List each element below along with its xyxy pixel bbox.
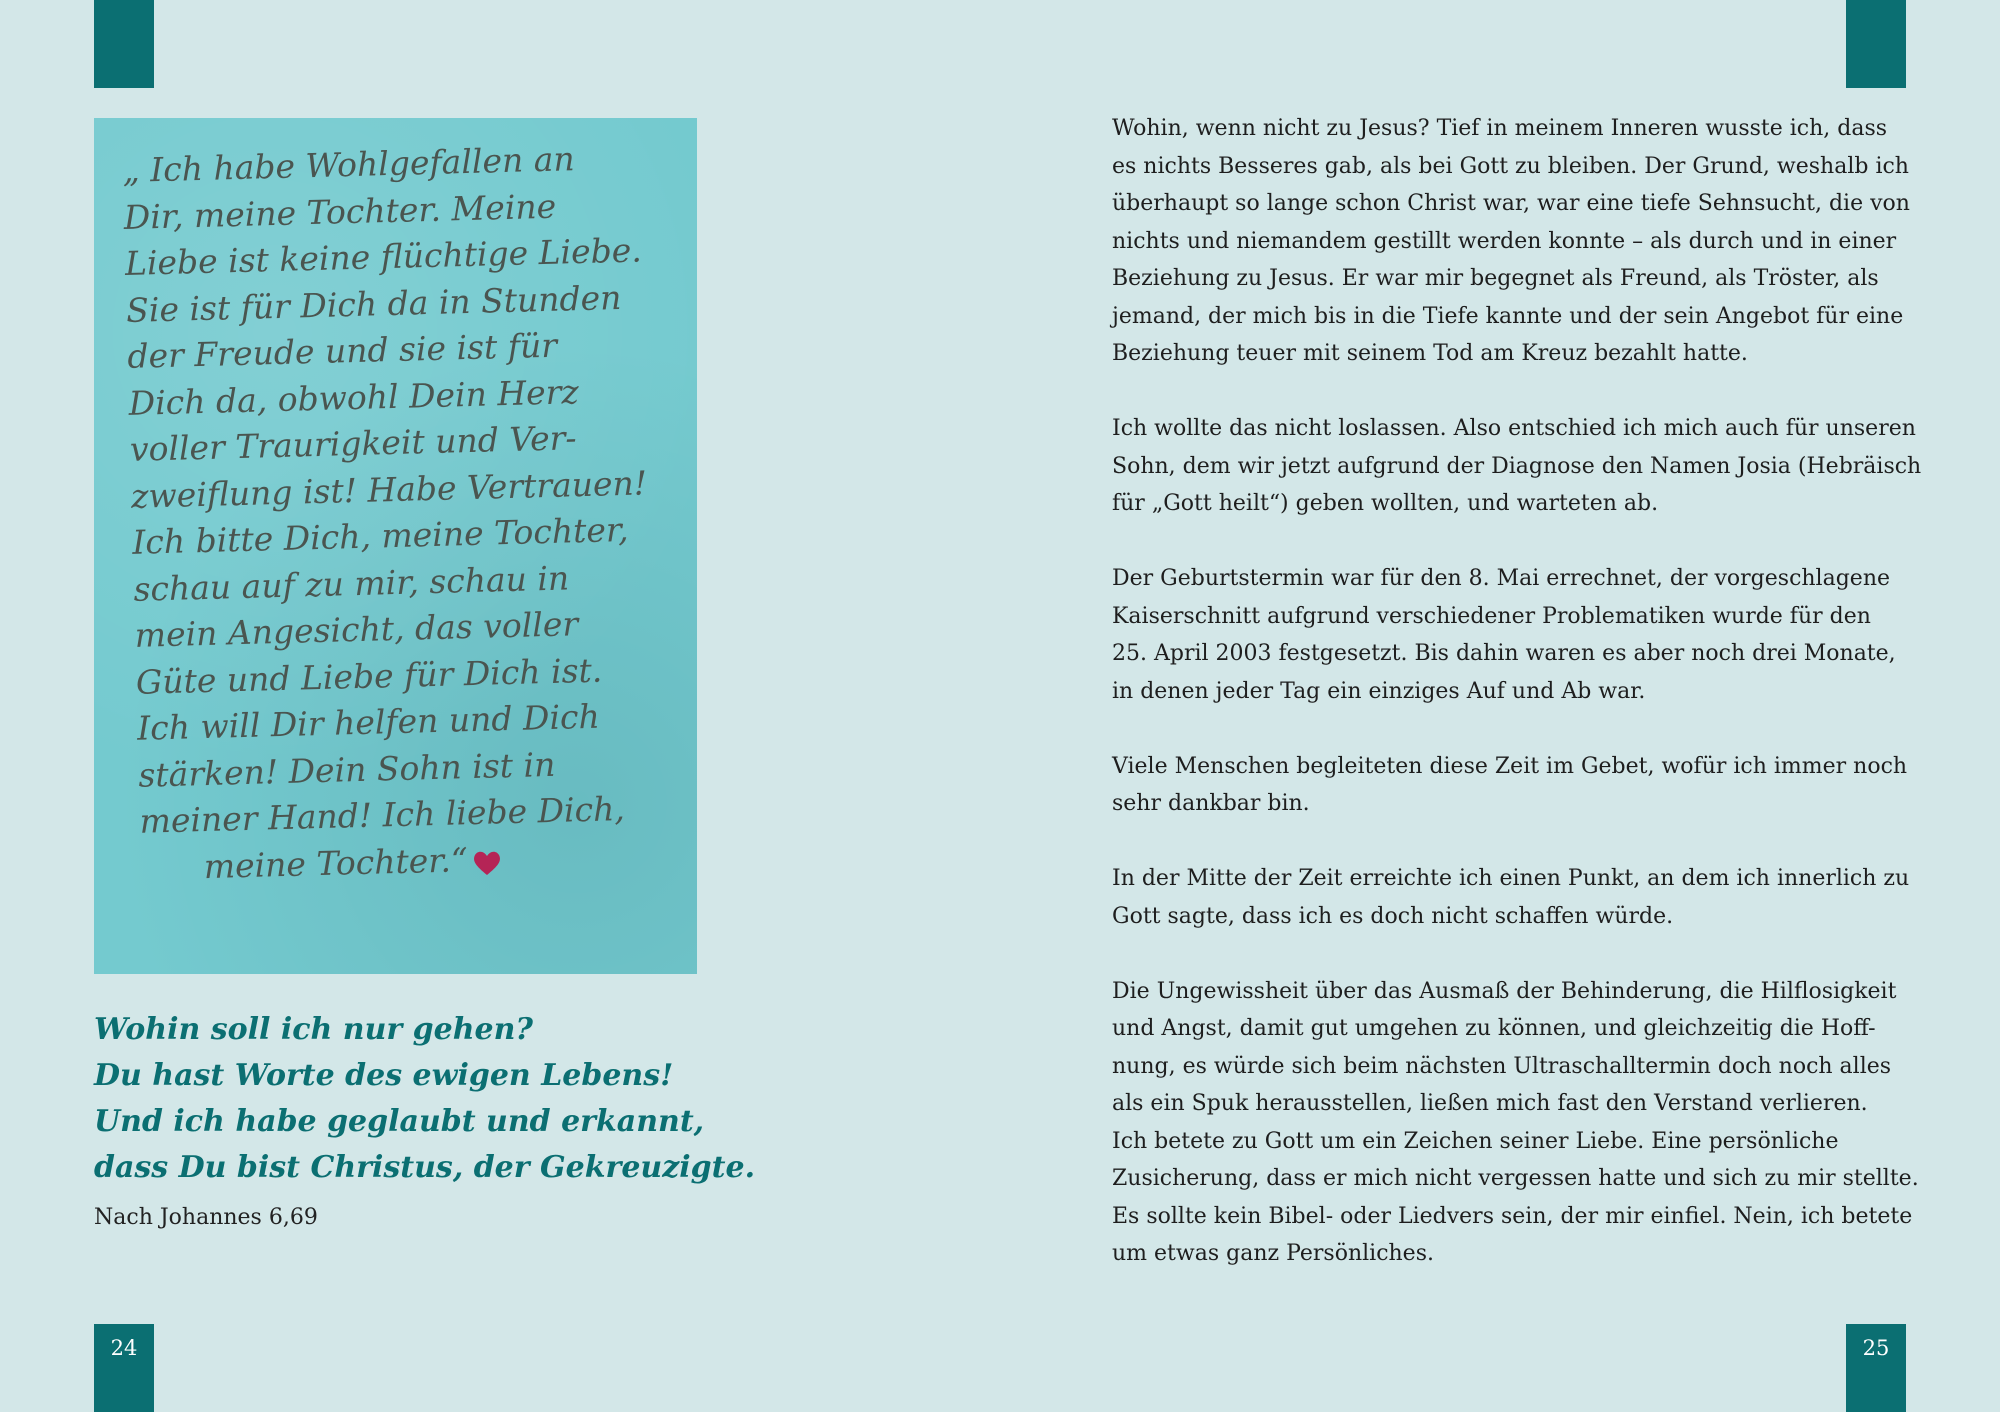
paragraph-line: überhaupt so lange schon Christ war, war eine tiefe Sehnsucht, die von bbox=[1112, 191, 1910, 216]
paragraph-line: Kaiserschnitt aufgrund verschiedener Problematiken wurde für den bbox=[1112, 603, 1871, 629]
paragraph bbox=[1112, 560, 1912, 710]
paragraph-line: In der Mitte der Zeit erreichte ich einen Punkt, an dem ich innerlich zu bbox=[1112, 866, 1910, 891]
paragraph bbox=[1112, 410, 1922, 523]
paragraph-line: als ein Spuk herausstellen, ließen mich fast den Verstand verlieren. bbox=[1112, 1091, 1868, 1116]
paragraph bbox=[1112, 748, 1912, 823]
paragraph-line: Der Geburtstermin war für den 8. Mai errechnet, der vorgeschlagene bbox=[1112, 566, 1891, 591]
quote-line: Du hast Worte des ewigen Lebens! bbox=[94, 1058, 674, 1093]
paragraph bbox=[1112, 110, 1912, 373]
paragraph-line: für „Gott heilt“) geben wollten, und warteten ab. bbox=[1112, 491, 1659, 516]
paragraph-line: Beziehung zu Jesus. Er war mir begegnet als Freund, als Tröster, als bbox=[1112, 266, 1879, 291]
paragraph-line: Zusicherung, dass er mich nicht vergessen hatte und sich zu mir stellte. bbox=[1112, 1166, 1919, 1191]
paragraph-line: Ich betete zu Gott um ein Zeichen seiner Liebe. Eine persönliche bbox=[1112, 1128, 1839, 1154]
paragraph-line: nichts und niemandem gestillt werden konnte – als durch und in einer bbox=[1112, 228, 1897, 254]
note-line: Ich will Dir helfen und Dich bbox=[136, 696, 601, 748]
paragraph-line: jemand, der mich bis in die Tiefe kannte und der sein Angebot für eine bbox=[1112, 303, 1904, 329]
page-number-right: 25 bbox=[1862, 1336, 1890, 1360]
note-line: schau auf zu mir, schau in bbox=[133, 557, 570, 609]
top-right-tab bbox=[1846, 0, 1906, 88]
bottom-right-tab bbox=[1846, 1324, 1906, 1412]
paragraph-line: 25. April 2003 festgesetzt. Bis dahin waren es aber noch drei Monate, bbox=[1112, 641, 1896, 666]
paragraph-line: und Angst, damit gut umgehen zu können, und gleichzeitig die Hoff- bbox=[1112, 1016, 1876, 1041]
paragraph-line: Wohin, wenn nicht zu Jesus? Tief in meinem Inneren wusste ich, dass bbox=[1112, 116, 1888, 141]
page-number-left: 24 bbox=[110, 1336, 138, 1360]
note-line: voller Traurigkeit und Ver- bbox=[129, 418, 578, 469]
note-line: Ich bitte Dich, meine Tochter, bbox=[131, 509, 630, 562]
paragraph-line: Viele Menschen begleiteten diese Zeit im Gebet, wofür ich immer noch bbox=[1112, 753, 1908, 779]
note-line: Sie ist für Dich da in Stunden bbox=[125, 277, 622, 330]
paragraph-line: Es sollte kein Bibel- oder Liedvers sein, der mir einfiel. Nein, ich betete bbox=[1112, 1203, 1913, 1229]
paragraph-line: Beziehung teuer mit seinem Tod am Kreuz bezahlt hatte. bbox=[1112, 341, 1748, 366]
quote-line: Und ich habe geglaubt und erkannt, bbox=[94, 1104, 705, 1139]
paragraph bbox=[1112, 973, 1919, 1273]
note-line: Dich da, obwohl Dein Herz bbox=[128, 371, 580, 423]
note-line: meiner Hand! Ich liebe Dich, bbox=[139, 789, 626, 841]
bottom-left-tab bbox=[94, 1324, 154, 1412]
note-line: „ Ich habe Wohlgefallen an bbox=[122, 139, 576, 190]
bible-quote bbox=[94, 1007, 794, 1191]
handwritten-note-image bbox=[94, 118, 697, 974]
note-line: Güte und Liebe für Dich ist. bbox=[135, 650, 603, 702]
handwritten-note-text bbox=[122, 133, 701, 891]
note-line: Liebe ist keine flüchtige Liebe. bbox=[124, 230, 643, 283]
paragraph-line: Sohn, dem wir jetzt aufgrund der Diagnose den Namen Josia (Hebräisch bbox=[1112, 453, 1922, 479]
paragraph bbox=[1112, 860, 1912, 935]
note-line: der Freude und sie ist für bbox=[126, 325, 558, 376]
note-line: meine Tochter.“ bbox=[140, 839, 469, 888]
paragraph-line: Ich wollte das nicht loslassen. Also entschied ich mich auch für unseren bbox=[1112, 416, 1916, 441]
paragraph-line: in denen jeder Tag ein einziges Auf und Ab war. bbox=[1112, 678, 1646, 704]
quote-line: dass Du bist Christus, der Gekreuzigte. bbox=[94, 1150, 756, 1185]
quote-source: Nach Johannes 6,69 bbox=[94, 1205, 318, 1230]
note-line: Dir, meine Tochter. Meine bbox=[123, 186, 557, 237]
paragraph-line: sehr dankbar bin. bbox=[1112, 791, 1310, 816]
paragraph-line: Gott sagte, dass ich es doch nicht schaffen würde. bbox=[1112, 903, 1674, 929]
body-text bbox=[1112, 110, 1922, 1310]
heart-icon bbox=[472, 850, 502, 876]
paragraph-line: Die Ungewissheit über das Ausmaß der Behinderung, die Hilflosigkeit bbox=[1112, 978, 1897, 1004]
paragraph-line: um etwas ganz Persönliches. bbox=[1112, 1241, 1434, 1266]
note-line: mein Angesicht, das voller bbox=[134, 604, 579, 655]
quote-line: Wohin soll ich nur gehen? bbox=[94, 1012, 533, 1047]
note-line: stärken! Dein Sohn ist in bbox=[137, 744, 556, 795]
note-line: zweiflung ist! Habe Vertrauen! bbox=[130, 462, 648, 516]
paragraph-line: nung, es würde sich beim nächsten Ultraschalltermin doch noch alles bbox=[1112, 1053, 1892, 1079]
paragraph-line: es nichts Besseres gab, als bei Gott zu bleiben. Der Grund, weshalb ich bbox=[1112, 153, 1909, 179]
top-left-tab bbox=[94, 0, 154, 88]
